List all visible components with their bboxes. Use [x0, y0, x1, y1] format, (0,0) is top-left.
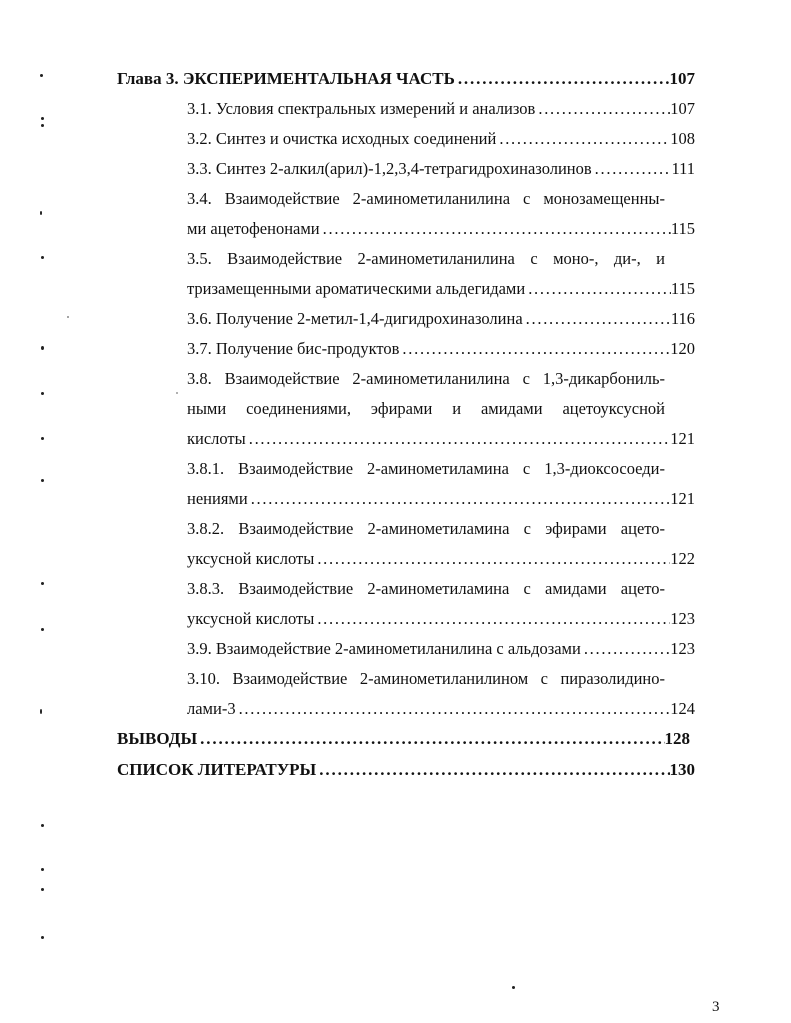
toc-entry-3-5-line1: 3.5. Взаимодействие 2-аминометиланилина с моно-, ди-, и — [187, 249, 665, 268]
toc-entry-3-6: 3.6. Получение 2-метил-1,4-дигидрохиназолина . . . 116 — [187, 308, 695, 330]
toc-entry-3-10-line1: 3.10. Взаимодействие 2-аминометиланилином с пиразолидино- — [187, 669, 665, 688]
toc-entry-3-4-line1: 3.4. Взаимодействие 2-аминометиланилина с монозамещенны- — [187, 189, 665, 208]
toc-entry-3-8-2: уксусной кислоты . . . 122 — [187, 548, 695, 570]
scan-speck — [41, 346, 44, 350]
toc-entry-3-10: лами-3 . . . 124 — [187, 698, 695, 720]
scan-speck — [41, 628, 44, 631]
scan-speck — [41, 868, 44, 871]
scan-speck — [41, 392, 44, 395]
scan-speck — [41, 582, 44, 585]
scan-speck — [40, 74, 43, 77]
toc-entry-3-8-2-line1: 3.8.2. Взаимодействие 2-аминометиламина с эфирами ацето- — [187, 519, 665, 538]
toc-entry-3-8-1-line1: 3.8.1. Взаимодействие 2-аминометиламина с 1,3-диоксосоеди- — [187, 459, 665, 478]
scan-speck — [40, 709, 42, 714]
scan-speck — [41, 936, 44, 939]
toc-entry-3-8-3-line1: 3.8.3. Взаимодействие 2-аминометиламина с амидами ацето- — [187, 579, 665, 598]
toc-entry-3-8-1: нениями . . . 121 — [187, 488, 695, 510]
toc-entry-conclusions: ВЫВОДЫ . . . 128 — [117, 728, 690, 750]
toc-entry-3-8: кислоты . . . 121 — [187, 428, 695, 450]
scan-speck — [41, 888, 44, 891]
toc-entry-3-3: 3.3. Синтез 2-алкил(арил)-1,2,3,4-тетрагидрохиназолинов . . . 111 — [187, 158, 695, 180]
toc-entry-chapter3: Глава 3. ЭКСПЕРИМЕНТАЛЬНАЯ ЧАСТЬ . . . 107 — [117, 68, 695, 90]
scan-speck — [41, 824, 44, 827]
scan-speck — [176, 392, 178, 394]
toc-entry-3-8-3: уксусной кислоты . . . 123 — [187, 608, 695, 630]
toc-entry-3-2: 3.2. Синтез и очистка исходных соединений . . . 108 — [187, 128, 695, 150]
scan-speck — [41, 437, 44, 440]
toc-entry-3-4: ми ацетофенонами . . . 115 — [187, 218, 695, 240]
scan-speck — [512, 986, 515, 989]
toc-entry-3-5: тризамещенными ароматическими альдегидами . . . 115 — [187, 278, 695, 300]
page-number: 3 — [712, 999, 720, 1015]
scan-speck — [67, 316, 69, 318]
toc-entry-3-7: 3.7. Получение бис-продуктов . . . 120 — [187, 338, 695, 360]
scan-speck — [41, 479, 44, 482]
toc-entry-references: СПИСОК ЛИТЕРАТУРЫ . . . 130 — [117, 759, 695, 781]
scan-speck — [41, 256, 44, 259]
toc-entry-3-9: 3.9. Взаимодействие 2-аминометиланилина с альдозами . . . 123 — [187, 638, 695, 660]
scan-speck — [41, 117, 44, 120]
scan-speck — [40, 211, 42, 215]
scan-speck — [41, 124, 44, 127]
toc-entry-3-1: 3.1. Условия спектральных измерений и анализов . . . 107 — [187, 98, 695, 120]
toc-entry-3-8-line1: 3.8. Взаимодействие 2-аминометиланилина с 1,3-дикарбониль- — [187, 369, 665, 388]
toc-entry-3-8-line2: ными соединениями, эфирами и амидами ацетоуксусной — [187, 399, 665, 418]
